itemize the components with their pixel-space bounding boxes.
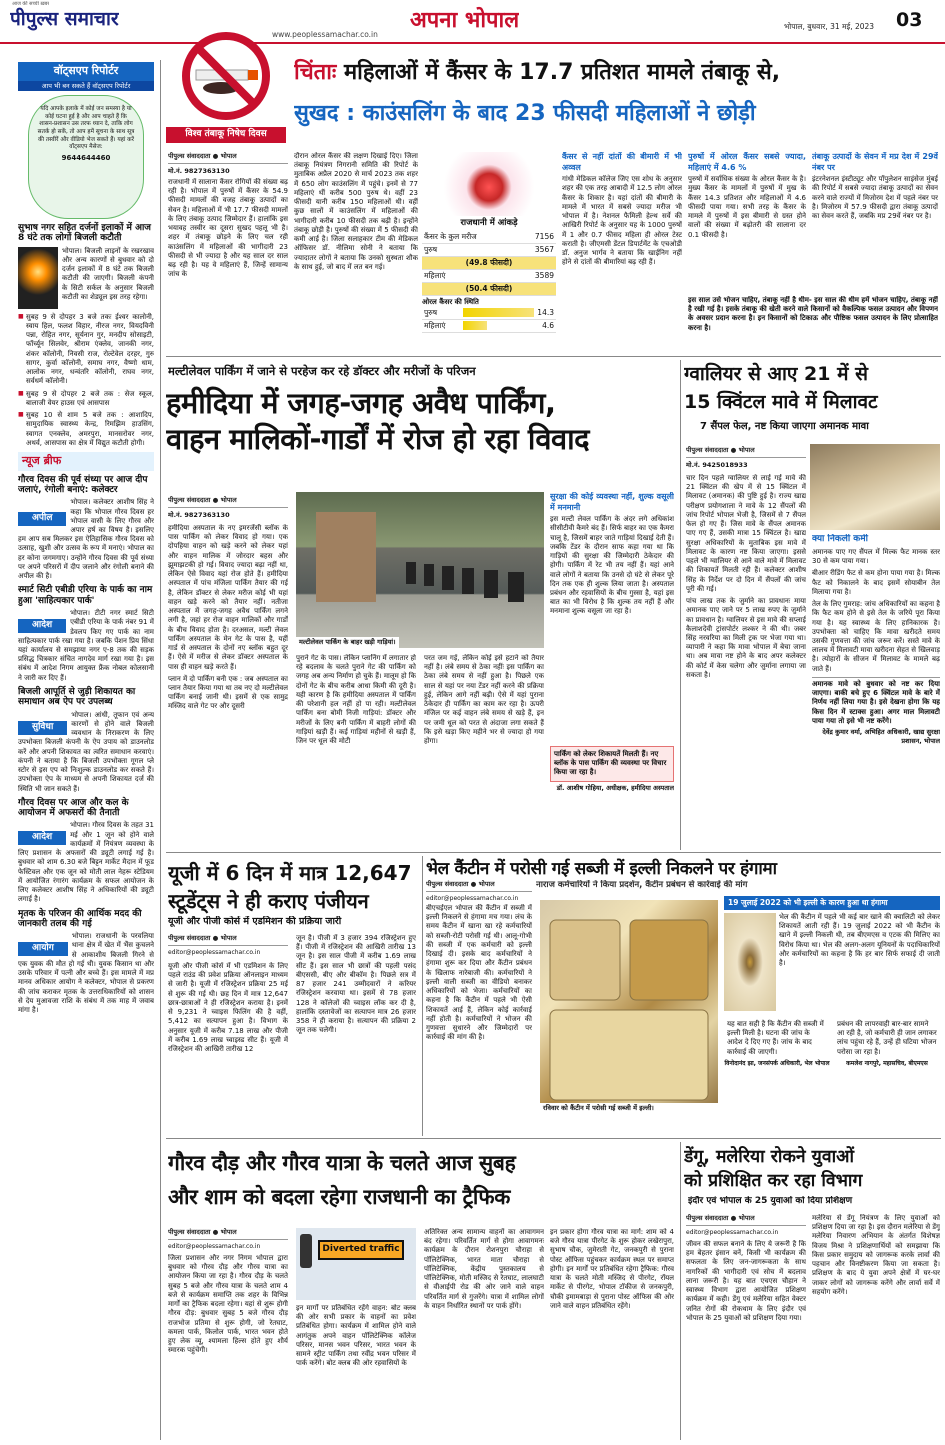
canteen-byline <box>426 880 532 902</box>
parking-photo <box>296 492 544 648</box>
ug-col-2: जून है। पीजी में 3 हजार 394 रजिस्ट्रेशन हुए हैं। पीजी में रजिस्ट्रेशन की आखिरी तारीख 13 जून है। इस साल पीजी में करीब 1.69 लाख सीट हैं। इस साल भी छात्रों की पहली पसंद बीएससी, बीए और बीकॉम है। पिछले सत्र में 87 हजार 241 उम्मीदवारों ने करियर रजिस्ट्रेशन करवाया था। इसमें से 78 हजार 128 ने कॉलेजों की च्वाइस लॉक कर दी है, हालांकि दस्तावेजों का सत्यापन मात्र 26 हजार 358 ने ही कराया है। सत्यापन की प्रक्रिया 2 जून तक चलेगी। <box>296 934 416 1035</box>
parking-col-1-text: हमीदिया अस्पताल के नए इमरजेंसी ब्लॉक के पास पार्किंग को लेकर विवाद हो गया। एक दोपहिया वाहन को खड़े करने को लेकर यहां और वाहन मालिक में जोरदार बहस और झूमाझटकी हो गई। विवाद ज्यादा बढ़ा नहीं था, लेकिन ऐसे विवाद यहां रोज होते हैं। हमीदिया अस्पताल में पांच मंजिला पार्किंग तैयार की गई है, लेकिन डॉक्टर से लेकर मरीज कोई भी यहां वाहन खड़े करने को तैयार नहीं। नतीजा अस्पताल में जगह-जगह अवैध पार्किंग लगने लगी है, जहां हर रोज वाहन मालिकों और गार्डों के बीच विवाद होता है। दरअसल, मल्टी लेवल पार्किंग अस्पताल के मेन गेट के पास है, यहीं गार्ड से अस्पताल के दोनों नए ब्लॉक बहुत दूर हैं। ऐसे में मरीज से लेकर डॉक्टर अस्पताल के पास ही वाहन खड़े करते हैं। <box>168 524 288 671</box>
brief-3-body: भोपाल। आंधी, तूफान एवं अन्य कारणों से होने वाले बिजली व्यवधान के निराकरण के लिए उपभोक्ता बिजली कंपनी के ऐप उपाय को डाउनलोड करें और अपनी शिकायत का त्वरित समाधान करवाएं। कंपनी ने बताया है कि बिजली उपभोक्ता गूगल प्ले स्टोर से इस एप को निःशुल्क डाउनलोड कर सकते हैं। उपभोक्ता ऐप के माध्यम से अपनी शिकायत दर्ज की स्थिति भी जान सकते हैं। <box>18 710 154 793</box>
canteen-col-1: बीएचईएल भोपाल की कैंटीन में सब्जी में इल्ली निकलने से हंगामा मच गया। लंच के समय कैंटीन में खाना खा रहे कर्मचारियों को सब्जी-रोटी परोसी गई थी। आलू-गोभी की सब्जी में एक कर्मचारी को इल्ली दिखाई दी। इसके बाद कर्मचारियों ने हंगामा शुरू कर दिया और कैंटीन प्रबंधन के खिलाफ नारेबाजी की। कर्मचारियों ने इल्ली वाली सब्जी का वीडियो बनाकर अधिकारियों को भेजा। कर्मचारियों का कहना है कि कैंटीन में पहले भी ऐसी शिकायतें आई हैं, लेकिन कोई कार्रवाई नहीं होती है। कर्मचारियों ने भोजन की गुणवत्ता सुधारने और जिम्मेदारों पर कार्रवाई की मांग की है। <box>426 904 532 1042</box>
mawa-headline-2: 15 क्विंटल मावे में मिलावट <box>684 391 878 413</box>
brief-2-text <box>18 609 154 683</box>
mawa-box-2: बीआर रीडिंग फैट से कम होना पाया गया है। मिल्क फैट को निकालने के बाद इसमें सोयाबीन तेल मिलाया गया है। <box>812 569 940 596</box>
mawa-subheadline: 7 सैंपल फेल, नष्ट किया जाएगा अमानक मावा <box>700 421 869 432</box>
traffic-col-3: अतिरिक्त अन्य सामान्य वाहनों का आवागमन बंद रहेगा। परिवर्तित मार्ग से होगा आवागमनः कार्यक्रम के दौरान रोशनपुरा चौराहा से पॉलिटेक्निक, भारत माता चौराहा से पॉलिटेक्निक, केंद्रीय पुस्तकालय से पॉलिटेक्निक, मोती मस्जिद से रेतघाट, लालघाटी से वीआईपी रोड की ओर जाने वाले वाहन परिवर्तित मार्ग से गुजरेंगे। यात्रा में शामिल लोगों के वाहन निर्धारित स्थानों पर पार्क होंगे। <box>424 1228 544 1310</box>
lead-byline <box>168 152 288 175</box>
diverted-traffic-sign <box>296 1228 416 1300</box>
ug-headline-2: स्टूडेंट्स ने ही कराए पंजीयन <box>168 889 369 913</box>
mawa-box-1: अमानक पाए गए सैंपल में मिल्क फैट मानक स्तर 30 से कम पाया गया। <box>812 547 940 566</box>
dengue-byline <box>686 1214 806 1236</box>
power-cut-text: भोपाल। बिजली लाइनों के रखरखाव और अन्य कारणों से बुधवार को दो दर्जन इलाकों में 8 घंटे तक बिजली कटौती की जाएगी। बिजली कंपनी के सिटी सर्कल के अनुसार बिजली कटौती का शेड्यूल इस तरह रहेगा। <box>62 246 154 301</box>
parking-byline <box>168 496 288 519</box>
masthead <box>0 0 945 44</box>
whatsapp-reporter-title: वॉट्सएप रिपोर्टर <box>18 62 154 81</box>
traffic-col-4: इन प्रकार होगा गौरव यात्रा का मार्ग: शाम को 4 बजे गौरव यात्रा पीरगेट के शुरू होकर लखेरापुरा, सुभाष चौक, जुमेराती गेट, जनकपुरी से पुराना पोस्ट ऑफिस पहुंचकर कार्यक्रम स्थल पर समाप्त होगी। इन मार्गों पर प्रतिबंधित रहेगा ट्रैफिक: गौरव यात्रा के चलते मोती मस्जिद से पीरगेट, रॉयल मार्केट से पीरगेट, भोपाल टॉकीज से जनकपुरी, चौकी इमामबाड़ा से पुराना पोस्ट ऑफिस की ओर जाने वाले वाहन प्रतिबंधित रहेंगे। <box>550 1228 674 1310</box>
traffic-email: editor@peoplessamachar.co.in <box>168 1242 261 1250</box>
lead-col-6 <box>812 152 938 292</box>
ug-byline <box>168 934 288 956</box>
oral-row-label: महिलाएं <box>424 320 446 330</box>
brief-5-text <box>18 932 154 1015</box>
parking-headline-2: वाहन मालिकों-गार्डों में रोज हो रहा विवाद <box>166 422 589 456</box>
brief-5-body: भोपाल। राजधानी के परवलिया थाना क्षेत्र में खेत में भैंस कुचलने से आकाशीय बिजली गिरने से एक युवक की मौत हो गई थी। युवक किसान था और उसके परिवार में पत्नी और बच्चे हैं। इस मामले में मप्र मानव अधिकार आयोग ने कलेक्टर, भोपाल से प्रकरण की जांच कराकर मृतक के उत्तराधिकारियों को शासन से देय मुआवजा राशि के संबंध में तक माह में जवाब मांगा है। <box>18 932 154 1015</box>
brief-2-tag: आदेश <box>18 619 66 633</box>
traffic-byline <box>168 1228 288 1250</box>
whatsapp-bubble <box>28 95 144 219</box>
canteen-headline: भेल कैंटीन में परोसी गई सब्जी में इल्ली निकलने पर हंगामा <box>426 859 777 879</box>
mawa-col-1b-text: पांच लाख तक के जुर्माने का प्रावधानः माया अमानक पाए जाने पर 5 लाख रुपए के जुर्माने का प्रावधान है। ग्वालियर से इस मावे की सप्लाई कैलाशदेवी ट्रांसपोर्टर लश्कर ने की थी। जबर सिंह नरवरिया का मिली ट्रक पर भेजा गया था। व्यापारी ने कहा कि मावा भोपाल में बेचा जाना था। अब मावा नष्ट होने के बाद अपर कलेक्टर की कोर्ट में केस चलेगा और जुर्माना लगाया जा सकता है। <box>686 597 806 679</box>
stats-row-label: पुरुष <box>424 245 438 255</box>
lead-col-4-text: गांधी मेडिकल कॉलेज जिए एस शोध के अनुसार शहर की एक तरह आबादी में 12.5 लोग ओरल कैंसर के शिकार है। यहां दांतों की बीमारी के मामले में भारत में सबसे ज्यादा मरीज भी भोपाल में है। नेशनल फैमिली हेल्थ सर्वे की आखिरी रिपोर्ट के अनुसार यह के 1000 पुरुषों में 1 और 0.7 फीसद महिला ही ओरल टेस्ट कराती है। जीएमसी डेंटल डिपार्टमेंट के एचओडी डॉ. अनुज भार्गव ने बताया कि खाईनिग नहीं होने से दांतों की बीमारियां बढ़ रही हैं। <box>562 175 682 267</box>
dengue-headline-2: को प्रशिक्षित कर रहा विभाग <box>684 1171 863 1191</box>
stats-row <box>422 231 556 244</box>
traffic-light-icon <box>300 1234 312 1268</box>
power-cut-headline: सुभाष नगर सहित दर्जनों इलाकों में आज 8 घंटे तक लोगों बिजली कटौती <box>18 223 151 244</box>
brief-5-tag: आयोग <box>18 942 68 956</box>
paper-tagline: आज की सच्ची ख़बर <box>12 1 50 7</box>
news-brief-title: न्यूज ब्रीफ <box>18 452 154 471</box>
canteen-side <box>724 896 940 1132</box>
brief-4-tag: आदेश <box>18 831 66 845</box>
lead-col-6-head: तंबाकू उत्पादों के सेवन में मप्र देश में 29वें नंबर पर <box>812 152 938 172</box>
ug-col-1: यूजी और पीजी कोर्स में भी एडमिशन के लिए पहले राउंड की प्रवेश प्रक्रिया ऑनलाइन माध्यम से जारी है। यूजी में रजिस्ट्रेशन प्रक्रिया 25 मई से शुरू की गई थी। छह दिन में मात्र 12,647 छात्र-छात्राओं ने ही रजिस्ट्रेशन कराया है। इनमें से 9,231 ने च्वाइस फिलिंग की है वहीं, 5,412 का सत्यापन हुआ है। विभाग के अनुसार यूजी में करीब 7.18 लाख और पीजी में करीब 1.69 लाख च्वाइस्ड सीट हैं। यूजी में रजिस्ट्रेशन की आखिरी तारीख 12 <box>168 962 288 1054</box>
brief-1-tag: अपील <box>18 512 66 526</box>
lead-line-2: काउंसलिंग के बाद 23 फीसदी महिलाओं ने छोड़ी <box>362 101 756 126</box>
brief-1-body: भोपाल। कलेक्टर आशीष सिंह ने कहा कि भोपाल गौरव दिवस हर भोपाल वासी के लिए गौरव और अपार हर्ष का विषय है। इसलिए हम आप सब मिलकर इस ऐतिहासिक गौरव दिवस को उत्साह, खुशी और उत्सव के रूप में मनाएं। भोपाल का हर कोना जगमगाए। उन्होंने गौरव दिवस की पूर्व संध्या पर अपने परिसरों में दीप जलाने और रंगोली बनाने की अपील की है। <box>18 498 154 581</box>
oral-row <box>422 307 556 320</box>
parking-byline-text: पीपुल्स संवाददाता ● भोपाल <box>168 496 288 508</box>
parking-col-3: परत जम गई, लेकिन कोई इसे हटाने को तैयार नहीं है। लंबे समय से ठेका नहींः इस पार्किंग का ठेका लंबे समय से नहीं हुआ है। पिछले एक साल से यहां पर नया टेंडर नहीं करने की प्रक्रिया हुई, लेकिन आगे नहीं बढ़ी। ऐसे में यहां पुराना ठेकेदार ही पार्किंग का काम कर रहा है। ऊपरी मंजिल पर कई वाहन लंबे समय से खड़े हैं, इन पर जमी धूल को परत से अंदाजा लगा सकते हैं कि इसे खड़ा किए महीने भर से ज्यादा हो गया होगा। <box>424 654 544 746</box>
brief-1-text <box>18 498 154 581</box>
lead-mobile: मो.नं. 9827363130 <box>168 166 230 175</box>
stats-row-label: महिलाएं <box>424 270 446 280</box>
lead-byline-text: पीपुल्स संवाददाता ● भोपाल <box>168 152 288 164</box>
lead-headline-2 <box>294 99 939 128</box>
mawa-mobile: मो.नं. 9425018933 <box>686 460 748 469</box>
brief-2-headline: स्मार्ट सिटी एबीडी एरिया के पार्क का नाम हुआ 'साहित्यकार पार्क' <box>18 585 153 606</box>
dengue-subheadline: इंदौर एवं भोपाल के 25 युवाओं को दिया प्रशिक्षण <box>688 1196 853 1206</box>
ug-byline-text: पीपुल्स संवाददाता ● भोपाल <box>168 934 288 946</box>
lead-line-1: महिलाओं में कैंसर के 17.7 प्रतिशत मामले तंबाकू से, <box>344 60 781 85</box>
page-number: 03 <box>896 9 923 31</box>
traffic-col-1: जिला प्रशासन और नगर निगम भोपाल द्वारा बुधवार को गौरव दौड़ और गौरव यात्रा का आयोजन किया जा रहा है। गौरव दौड़ के चलते सुबह 5 बजे और गौरव यात्रा के चलते शाम 4 बजे से कार्यक्रम समाप्ति तक शहर के विभिन्न मार्गों का ट्रैफिक बदला रहेगा। यहां से शुरू होगी गौरव दौड़: बुधवार सुबह 5 बजे गौरव दौड़ राजभोज प्रतिमा से शुरू होगी, जो रेतघाट, कमला पार्क, किलोल पार्क, भारत भवन होते हुए लेक व्यू, श्यामला हिल्स होते हुए शौर्य स्मारक पहुंचेगी। <box>168 1254 288 1355</box>
stats-row <box>422 244 556 257</box>
dengue-col-1: जीवन की सफल बनाने के लिए ये जरूरी है कि हम बेहतर इंसान बनें, किसी भी कार्यक्रम की सफलता के लिए जन-जागरूकता के साथ नागरिकों की भागीदारी एवं सोच में बदलाव लाना जरूरी है। यह बात एचएस चौहान ने स्वास्थ्य विभाग द्वारा आयोजित प्रशिक्षण कार्यक्रम में कही। डेंगू एवं मलेरिया सहित वेक्टर जनित रोगों की रोकथाम के लिए इंदौर एवं भोपाल के 25 युवाओं को प्रशिक्षण दिया गया। <box>686 1240 806 1322</box>
mawa-box-3: तेल के लिए गुमराह: जांच अधिकारियों का कहना है कि फैट कम होने से इसे तेल के जरिये पूरा किया गया है। यह स्वास्थ्य के लिए हानिकारक है। उपभोक्ता को चाहिए कि मावा खरीदते समय उसकी गुणवत्ता की जांच जरूर करें। सस्ते मावे के लालच में मिलावटी मावा खरीदना सेहत से खिलवाड़ है। त्योहारों के सीजन में मिलावट के मामले बढ़ जाते हैं। <box>812 600 940 673</box>
canteen-quote-2-by: कमलेश नागपुरे, महासचिव, बीएमएस <box>846 1059 928 1067</box>
lead-col-6-text: इंटरनेशनल इंस्टीट्यूट और पॉपुलेशन साइंसेज मुंबई की रिपोर्ट में सबसे ज्यादा तंबाकू उत्पादों का सेवन करने वाले राज्यों में मिजोरम देश में पहले नंबर पर है। मिजोरम में 57.9 फीसदी द्वारा तंबाकू उत्पादों का सेवन करते हैं, जबकि मप्र 29वें नंबर पर है। <box>812 175 938 221</box>
parking-headline-1: हमीदिया में जगह-जगह अवैध पार्किंग, <box>166 386 556 420</box>
parking-mobile: मो.नं. 9827363130 <box>168 510 230 519</box>
food-tray-illustration <box>540 900 718 1114</box>
parking-quote-by: डॉ. आशीष गोहिया, अधीक्षक, हमीदिया अस्पताल <box>556 783 674 792</box>
canteen-banner: 19 जुलाई 2022 को भी इल्ली के कारण हुआ था हंगामा <box>724 896 940 910</box>
stats-row-value: (49.8 फीसदी) <box>465 258 513 267</box>
oral-bar <box>463 321 487 330</box>
stats-title: राजधानी में आंकड़े <box>460 218 518 228</box>
lead-col-2: दौरान ओरल कैंसर की लक्षण दिखाई दिए। जिला तंबाकू नियंत्रण निगरानी समिति की रिपोर्ट के मुताबिक अप्रैल 2020 से मार्च 2023 तक शहर में 650 लोग काउंसलिंग में पहुंचे। इनमें से 77 महिलाएं थीं करीब 500 पुरुष थे। वहीं 23 फीसदी यानी करीब 150 महिलाओं थी। वहीं कुछ सालों में काउंसलिंग में महिलाओं की भागीदारी करीब 10 फीसदी तक बढ़ी है। इन्होंने तंबाकू छोड़ी है। पुरुषों की संख्या में 5 फीसदी की कमी आई है। जिला सलाहकार टीम की मेडिकल ऑफिसर डॉ. नीलिमा सोनी ने बताया कि ज्यादातर लोगों ने बताया कि उनको सुस्थता शौक के साथ हुई, जो बाद में लत बन गई। <box>294 152 418 271</box>
mawa-headline-1: ग्वालियर से आए 21 में से <box>684 363 868 385</box>
parking-col-4-text: इस मल्टी लेवल पार्किंग के अंदर लगे अधिकांश सीसीटीवी कैमरे बंद हैं। सिर्फ बाहर का एक कैमरा चालू है, जिसमें बाहर जाते गाड़ियां दिखाई देती हैं। जबकि टेंडर के दौरान साफ कहा गया था कि गाड़ियों की सुरक्षा की जिम्मेदारी ठेकेदार की होगी। पार्किंग में रेट भी तय नहीं हैं। यहां आने वाले लोगों ने बताया कि उनसे दो घंटे से लेकर पूरे दिन तक एक ही शुल्क लिया जाता है। अस्पताल प्रबंधन और रहवासियों के बीच गुस्सा है, यहां इस बात का भी विरोध है कि शुल्क तय नहीं हैं और मनमाना शुल्क वसूला जा रहा है। <box>550 515 674 616</box>
canteen-side-text: भेल की कैंटीन में पहले भी कई बार खाने की क्वालिटी को लेकर शिकायतें आती रही हैं। 19 जुलाई 2022 को भी कैंटीन के खाने में इल्ली निकली थी, तब बीएमएस व एटक की मिलिए का विरोध किया था। भेल की अलग-अलग यूनियनों के पदाधिकारियों और कर्मचारियों का कहना है कि हर बार सिर्फ सफाई दी जाती है। <box>779 912 940 968</box>
no-smoking-icon <box>166 26 286 126</box>
mawa-quote: अमानक मावे को बुधवार को नष्ट कर दिया जाएगा। बाकी बचे हुए 6 क्विंटल मावे के बारे में निर्णय नहीं लिया गया है। इसे देखना होगा कि यह किस दिन में स्टाक्स हुआ। अगर माल मिलावटी पाया गया तो इसे भी नष्ट करेंगे। <box>812 677 940 728</box>
lead-col-5-text: पुरुषों में सर्वाधिक संख्या के ओरल कैंसर के है। मुख्य कैंसर के मामलों में पुरुषों में मुख के कैंसर 14.3 प्रतिशत और महिलाओं में 4.6 फीसदी पाया गया। सभी तरह के कैंसर के मामले में पुरुषों में इस बीमारी से ग्रस्त होने वालों की संख्या में बढ़ोतरी की सालाना दर 0.1 फीसदी है। <box>688 175 806 239</box>
mawa-byline <box>686 446 806 469</box>
canteen-quote-2: प्रबंधन की लापरवाही बार-बार सामने आ रही है, जो कर्मचारी ही जान लगाकर लांच पहुंचा रहे हैं, उन्हें ही घटिया भोजन परोसा जा रहा है। <box>834 1017 940 1060</box>
no-tobacco-banner: विश्व तंबाकू निषेध दिवस <box>166 127 286 143</box>
website-url: www.peoplessamachar.co.in <box>272 30 378 39</box>
parking-kicker: मल्टीलेवल पार्किंग में जाने से परहेज कर रहे डॉक्टर और मरीजों के परिजन <box>168 364 476 378</box>
ug-subheadline: यूजी और पीजी कोर्स में एडमिशन की प्रक्रिया जारी <box>168 916 342 927</box>
no-tobacco-logo <box>166 26 286 144</box>
mawa-byline-text: पीपुल्स संवाददाता ● भोपाल <box>686 446 806 458</box>
parking-col-2: पुराने गेट के पास। लेकिन प्लानिंग में लगातार हो रहे बदलाव के चलते पुराने गेट की पार्किंग को जगह अब अन्य निर्माण हो चुके हैं। मालूम हो कि दोनों गेट के बीच करीब आधा किमी की दूरी है। यही कारण है कि हमीदिया अस्पताल में पार्किंग की परेशानी हल नहीं हो पा रही। मल्टीलेवल पार्किंग बना बोमी निजी गाड़ियां: डॉक्टर और मरीजों के लिए बनी पार्किंग में बाहरी लोगों की गाड़ियां खड़ी हैं। कई गाड़ियां महीनों से खड़ी हैं, जिन पर धूल की मोटी <box>296 654 416 746</box>
dengue-byline-text: पीपुल्स संवाददाता ● भोपाल <box>686 1214 806 1226</box>
oral-title: ओरल कैंसर की स्थिति <box>422 297 479 306</box>
brief-5-headline: मृतक के परिजन की आर्थिक मदद की जानकारी तलब की गई <box>18 908 142 929</box>
canteen-subheadline: नाराज कर्मचारियों ने किया प्रदर्शन, कैंटीन प्रबंधन से कार्रवाई की मांग <box>536 880 748 890</box>
parking-photo-caption: मल्टीलेवल पार्किंग के बाहर खड़ी गाड़ियां। <box>296 637 399 648</box>
canteen-email: editor@peoplessamachar.co.in <box>426 894 519 902</box>
parking-quote-text: पार्किंग को लेकर शिकायतें मिलती हैं। नए ब्लॉक के पास पार्किंग की व्यवस्था पर विचार किया जा रहा है। <box>550 746 674 782</box>
parking-col-1b-text: प्लान में दो पार्किंग बनी एक : जब अस्पताल का प्लान तैयार किया गया था तब नए दो मल्टीलेवल पार्किंग बनाई जानी थी। इसमें से एक सामुद्र मस्जिद वाले गेट पर और दूसरी <box>168 674 288 711</box>
lead-col-4-head: कैंसर से नहीं दांतों की बीमारी में भी अव्वल <box>562 152 682 172</box>
brief-2-body: भोपाल। टीटी नगर स्मार्ट सिटी एबीडी एरिया के पार्क नंबर 91 में डेवलप किए गए पार्क का नाम साहित्यकार पार्क रखा गया है। जबकि पेंशन प्रिय सिंधा यहां कार्यालय से समझाया नगर ए-8 तक की सड़क प्रसिद्ध चित्रकार संचित नागदेव मार्ग रखा गया है। इस संबंध में आदेश निगम आयुक्त फ्रैंक नोबल कोलसानी ने जारी कर दिए हैं। <box>18 609 154 682</box>
oral-bar-track <box>463 321 539 330</box>
stats-row <box>422 257 556 270</box>
canteen-quote-1: यह बात सही है कि कैंटीन की सब्जी में इल्ली मिली है। घटना की जांच के आदेश दे दिए गए हैं। जांच के बाद कार्रवाई की जाएगी। <box>724 1017 830 1060</box>
power-cut-slot-3: ■ सुबह 10 से शाम 5 बजे तक : आशादिप, सामुदायिक स्वास्थ्य केन्द्र, रिमझिम हाउसिंग, स्वागत एनक्लेव, अमरपुरा, मानसरोवर नगर, अथर्व, आसपास का क्षेत्र में विद्युत कटौती होगी। <box>18 411 154 448</box>
stats-row-value: (50.4 फीसदी) <box>465 283 513 293</box>
traffic-headline-2: और शाम को बदला रहेगा राजधानी का ट्रैफिक <box>168 1185 511 1209</box>
stats-row-label: कैंसर के कुल मरीज <box>424 232 477 242</box>
power-cut-slot-2: ■ सुबह 9 से दोपहर 2 बजे तक : सेज स्कूल, बालाजी वेयर हाउस एवं आसपास <box>18 390 154 408</box>
lead-headline-1 <box>294 58 939 87</box>
parked-bikes-illustration <box>296 492 544 648</box>
paper-name: पीपुल्स समाचार <box>10 8 119 30</box>
section-title: अपना भोपाल <box>410 8 520 33</box>
traffic-byline-text: पीपुल्स संवाददाता ● भोपाल <box>168 1228 288 1240</box>
mawa-photo <box>810 444 940 530</box>
canteen-photo-caption: रविवार को कैंटीन में परोसी गई सब्जी में इल्ली। <box>540 1103 718 1114</box>
oral-row <box>422 320 556 333</box>
stats-row-value: 3589 <box>534 270 554 280</box>
brief-4-headline: गौरव दिवस पर आज और कल के आयोजन में अफसरों की तैनाती <box>18 797 129 819</box>
diverted-sign: Diverted traffic <box>318 1240 404 1260</box>
ug-headline-1: यूजी में 6 दिन में मात्र 12,647 <box>168 861 412 885</box>
mawa-box-head: क्या निकली कमी <box>812 534 868 544</box>
left-sidebar <box>18 62 154 1437</box>
brief-4-text <box>18 821 154 904</box>
lead-col-4 <box>562 152 682 342</box>
whatsapp-reporter-sub: आप भी बन सकते हैं वॉट्सएप रिपोर्टर <box>18 81 154 92</box>
mawa-col-1-text: चार दिन पहले ग्वालियर से लाई गई मावे की 21 क्विंटल की खेप में से 15 क्विंटल में मिलावट (अमानक) की पुष्टि हुई है। राज्य खाद्य परीक्षण प्रयोगशाला ने मावे के 12 सैंपलों की जांच रिपोर्ट भोपाल भेजी है, जिसमें से 7 सैंपल फेल हो गए हैं। जिस मावे के सैंपल अमानक पाए गए हैं, उसकी मात्रा 15 क्विंटल है। खाद्य सुरक्षा अधिकारियों के मुताबिक इस मावे में मिलावट के कारण नष्ट किया जाएगा। इससे पहले भी ग्वालियर से आने वाले मावे में मिलावट की शिकायतें मिलती रही हैं। कलेक्टर आशीष सिंह के निर्देश पर दो दिन में सैंपलों की जांच पूरी की गई। <box>686 474 806 593</box>
parking-col-4-head: सुरक्षा की कोई व्यवस्था नहीं, शुल्क वसूली में मनमानी <box>550 492 674 512</box>
mawa-col-1 <box>686 474 806 846</box>
lead-label-worry: चिंताः <box>294 60 337 85</box>
lead-col-1: राजधानी में सालाना कैंसर रोगियों की संख्या बढ़ रही है। भोपाल में पुरुषों में कैंसर के 54.9 फीसदी मामलों की वजह तंबाकू उत्पादों का सेवन है। महिलाओं में भी 17.7 फीसदी मामलों के लिए तंबाकू उत्पाद जिम्मेदार हैं। हालांकि इस भयावह तस्वीर का दूसरा सुखद पहलू भी है। शहर में तंबाकू छोड़ने के लिए चल रही काउंसलिंग में महिलाओं की भागीदारी 23 फीसदी से भी ज्यादा है और यह साल दर साल बढ़ रही है। यह वे महिलाएं हैं, जिन्हें सामान्य जांच के <box>168 178 288 279</box>
traffic-col-2: इन मार्गों पर प्रतिबंधित रहेंगे वाहन: बोट क्लब की ओर सभी प्रकार के वाहनों का प्रवेश प्रतिबंधित होगा। कार्यक्रम में शामिल होने वाले आगंतुक अपने वाहन पॉलिटेक्निक कॉलेज परिसर, मानस भवन परिसर, भारत भवन के सामने स्ट्रीट पार्किंग तथा रवींद्र भवन परिसर में पार्क करेंगे। बोट क्लब की ओर रहवासियों के <box>296 1304 416 1368</box>
stats-row <box>422 283 556 296</box>
caterpillar-photo <box>724 913 776 1011</box>
oral-bar <box>463 308 534 317</box>
oral-bar-track <box>463 308 534 317</box>
brief-3-tag: सुविधा <box>18 721 67 735</box>
stats-row <box>422 270 556 283</box>
lead-col-5-head: पुरुषों में ओरल कैंसर सबसे ज्यादा, महिलाएं में 4.6 % <box>688 152 806 172</box>
dengue-email: editor@peoplessamachar.co.in <box>686 1228 779 1236</box>
oral-row-label: पुरुष <box>424 307 438 317</box>
lead-label-good: सुखद : <box>294 101 356 126</box>
cancer-cell-photo <box>422 152 556 216</box>
mawa-quote-by: देवेंद्र कुमार वर्मा, अभिहित अधिकारी, खाद्य सुरक्षा प्रशासन, भोपाल <box>822 728 940 745</box>
parking-col-4 <box>550 492 674 742</box>
brief-3-text <box>18 711 154 794</box>
stats-row-value: 3567 <box>534 245 554 255</box>
power-cut-slot-1: ■ सुबह 9 से दोपहर 3 बजे तकः ईश्वर कालोनी, स्वाय हिल, फलश विहार, नीरज नगर, वियदविनी पन्ना, रोहित नगर, सूर्यनान गुर, मनदीप सोसाइटी, फॉर्च्यून सिलवेर, श्रीराम एंक्लेव, जानकी नगर, शंकर कॉलोनी, निवसी राज, रोल्टेवेल दरहर, गुरु सागर, कुर्वा कॉलोनी, समाघ नगर, वैष्णो धाम, आलोक नगर, धन्वंतरि कॉलोनी, राघव नगर, सर्वधर्म कॉलोनी। <box>18 313 154 387</box>
canteen-byline-text: पीपुल्स संवाददाता ● भोपाल <box>426 880 532 892</box>
canteen-quote-1-by: विनोदानंद झा, जनसंपर्क अधिकारी, भेल भोपाल <box>724 1059 830 1067</box>
canteen-photo <box>540 900 718 1114</box>
brief-1-headline: गौरव दिवस की पूर्व संध्या पर आज दीप जलाएं, रंगोली बनाएं: कलेक्टर <box>18 474 148 495</box>
brief-3-headline: बिजली आपूर्ति से जुड़ी शिकायत का समाधान अब ऐप पर उपलब्ध <box>18 686 136 708</box>
stats-row-value: 7156 <box>534 232 554 242</box>
parking-quote <box>550 746 674 844</box>
dateline: भोपाल, बुधवार, 31 मई, 2023 <box>784 22 875 31</box>
dengue-col-2: मलेरिया से डेंगू नियंत्रण के लिए युवाओं को प्रशिक्षण दिया जा रहा है। इस दौरान मलेरिया से डेंगू मलेरिया निवारण अभियान के अंतर्गत विशेषज्ञ विजय मिश्रा ने प्रशिक्षणार्थियों को समझाया कि किस प्रकार समुदाय को जागरूक करके लार्वा की पहचान और विनष्टीकरण किया जा सकता है। प्रशिक्षण के बाद ये युवा अपने क्षेत्रों में घर-घर जाकर लोगों को जागरूक करेंगे और लार्वा सर्वे में सहयोग करेंगे। <box>812 1214 940 1296</box>
dengue-headline-1: डेंगू, मलेरिया रोकने युवाओं <box>684 1147 854 1167</box>
traffic-headline-1: गौरव दौड़ और गौरव यात्रा के चलते आज सुबह <box>168 1151 516 1175</box>
whatsapp-text: यदि आपके इलाके में कोई जन समस्या है या कोई घटना हुई है और आप चाहते हैं कि शासन-प्रशासन उस तरफ ध्यान दे, ताकि लोग सतर्क हो सकें, तो आप हमें सूचना के साथ सूत्र की तस्वीरें और वीडियो भेज सकते हैं। यहां करें वॉट्सएप मैसेज: <box>37 106 135 151</box>
parking-col-1 <box>168 524 288 844</box>
whatsapp-number: 9644644460 <box>61 153 111 162</box>
ug-email: editor@peoplessamachar.co.in <box>168 948 261 956</box>
oral-row-value: 4.6 <box>542 320 554 330</box>
brief-4-body: भोपाल। गौरव दिवस के तहत 31 मई और 1 जून को होने वाले कार्यक्रमों में नियंत्रण व्यवस्था के लिए प्रशासन के अफसरों की ड्यूटी लगाई गई है। बुधवार को शाम 6.30 बजे बिट्टन मार्केट मैदान में फूड फेस्टिवल और एक जून को मोती लाल नेहरू स्टेडियम में आयोजित रंगारंग कार्यक्रम के सफल आयोजन के लिए कलेक्टर आशीष सिंह ने अधिकारियों की ड्यूटी लगाई है। <box>18 821 154 904</box>
lead-theme: इस साल उसे भोजन चाहिए, तंबाकू नहीं है थीम- इस साल की थीम हमें भोजन चाहिए, तंबाकू नहीं है रखी गई है। इसके तंबाकू की खेती करने वाले किसानों को वैकल्पिक फसल उत्पादन और विपणन के अवसर प्रदान करना है। इन किसानों को टिकाऊ और पौष्टिक फसल उत्पादन के लिए प्रोत्साहित करना है। <box>688 296 938 332</box>
stats-rows <box>422 231 556 295</box>
oral-row-value: 14.3 <box>537 307 554 317</box>
bulb-photo <box>18 247 58 309</box>
cancer-stats-box <box>422 152 556 342</box>
oral-rows <box>422 307 556 333</box>
mawa-side <box>812 534 940 846</box>
lead-col-5 <box>688 152 806 292</box>
